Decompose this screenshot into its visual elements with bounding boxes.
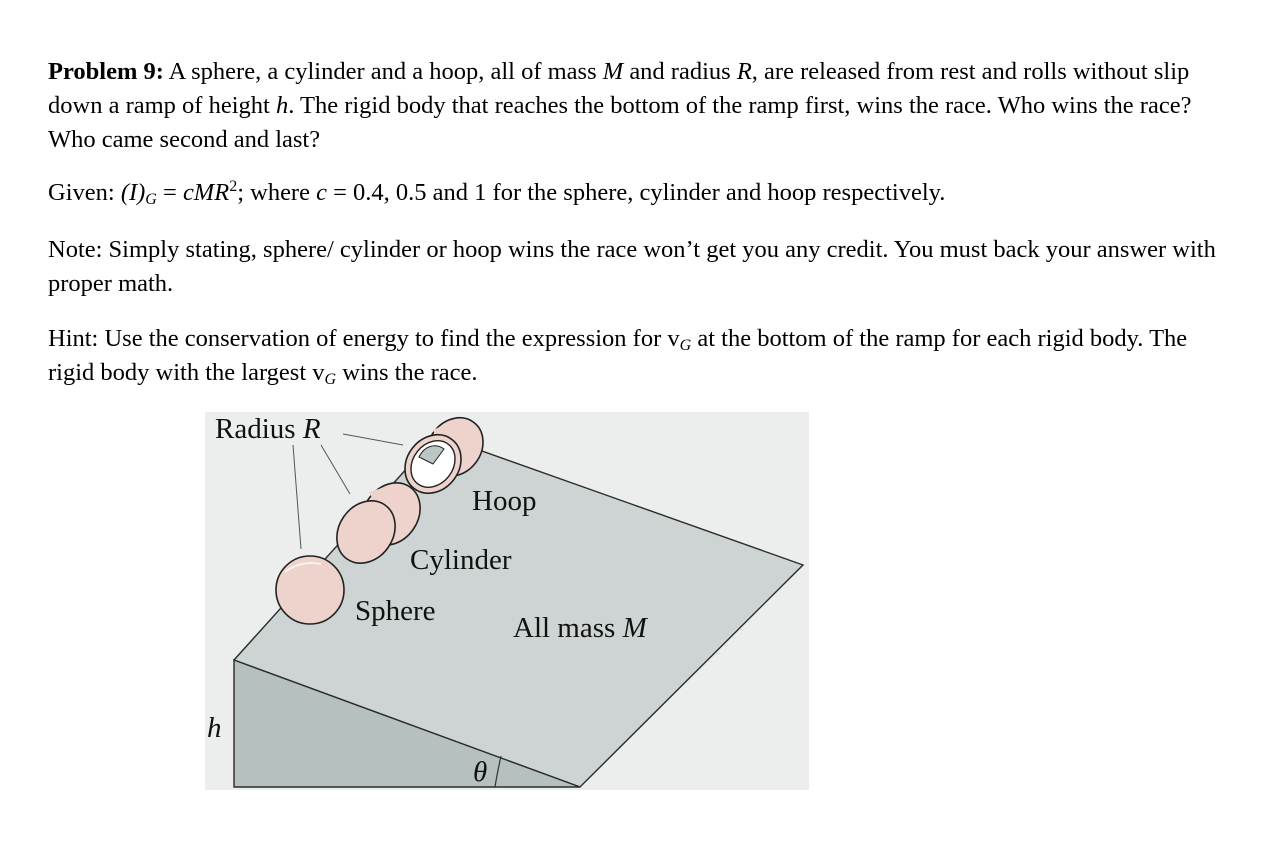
inertia-subscript: G: [145, 191, 157, 208]
hint-text-1: Hint: Use the conservation of energy to find the expression for: [48, 325, 668, 352]
given-equals: =: [156, 179, 183, 206]
ramp-diagram: [205, 412, 809, 790]
all-mass-label: All mass M: [513, 612, 647, 644]
velocity-symbol-2: v: [312, 359, 325, 386]
problem-text-3: , are released from rest and rolls without slip down a ramp of height: [48, 58, 1190, 119]
hoop-label: Hoop: [472, 485, 537, 517]
problem-text-4: . The rigid body that reaches the bottom of the ramp first, wins the race. Who wins the race? Who came second and last?: [48, 92, 1192, 153]
height-symbol: h: [275, 92, 289, 119]
radius-label: Radius R: [215, 413, 321, 445]
sphere-label: Sphere: [355, 595, 436, 627]
inertia-exponent: 2: [229, 178, 238, 195]
problem-statement: [48, 55, 1233, 157]
inertia-symbol: (I): [120, 179, 146, 206]
height-label: h: [207, 712, 222, 744]
given-text-3: = 0.4, 0.5 and 1 for the sphere, cylinder and hoop respectively.: [326, 179, 946, 206]
mass-symbol: M: [602, 58, 624, 85]
hint-text-2: at the bottom of the ramp for each rigid body. The rigid body with the largest: [48, 325, 1188, 386]
problem-text-1: A sphere, a cylinder and a hoop, all of mass: [163, 58, 603, 85]
problem-text-2: and radius: [623, 58, 737, 85]
velocity-subscript-2: G: [324, 371, 337, 388]
c-symbol: c: [316, 179, 327, 206]
angle-label: θ: [473, 756, 488, 788]
hint-text-3: wins the race.: [336, 359, 478, 386]
inertia-formula: cMR: [182, 179, 230, 206]
ramp-figure: [205, 412, 809, 790]
given-text-2: ; where: [237, 179, 317, 206]
problem-label: Problem 9:: [48, 58, 164, 85]
radius-symbol: R: [736, 58, 752, 85]
note-statement: Note: Simply stating, sphere/ cylinder or hoop wins the race won’t get you any credit. You must back your answer with proper math.: [48, 236, 1216, 297]
cylinder-label: Cylinder: [410, 544, 512, 576]
sphere: [276, 556, 344, 624]
given-text-1: Given:: [48, 179, 121, 206]
hint-statement: [48, 322, 1233, 390]
given-statement: [48, 176, 1233, 210]
velocity-symbol: v: [667, 325, 680, 352]
velocity-subscript: G: [679, 337, 692, 354]
